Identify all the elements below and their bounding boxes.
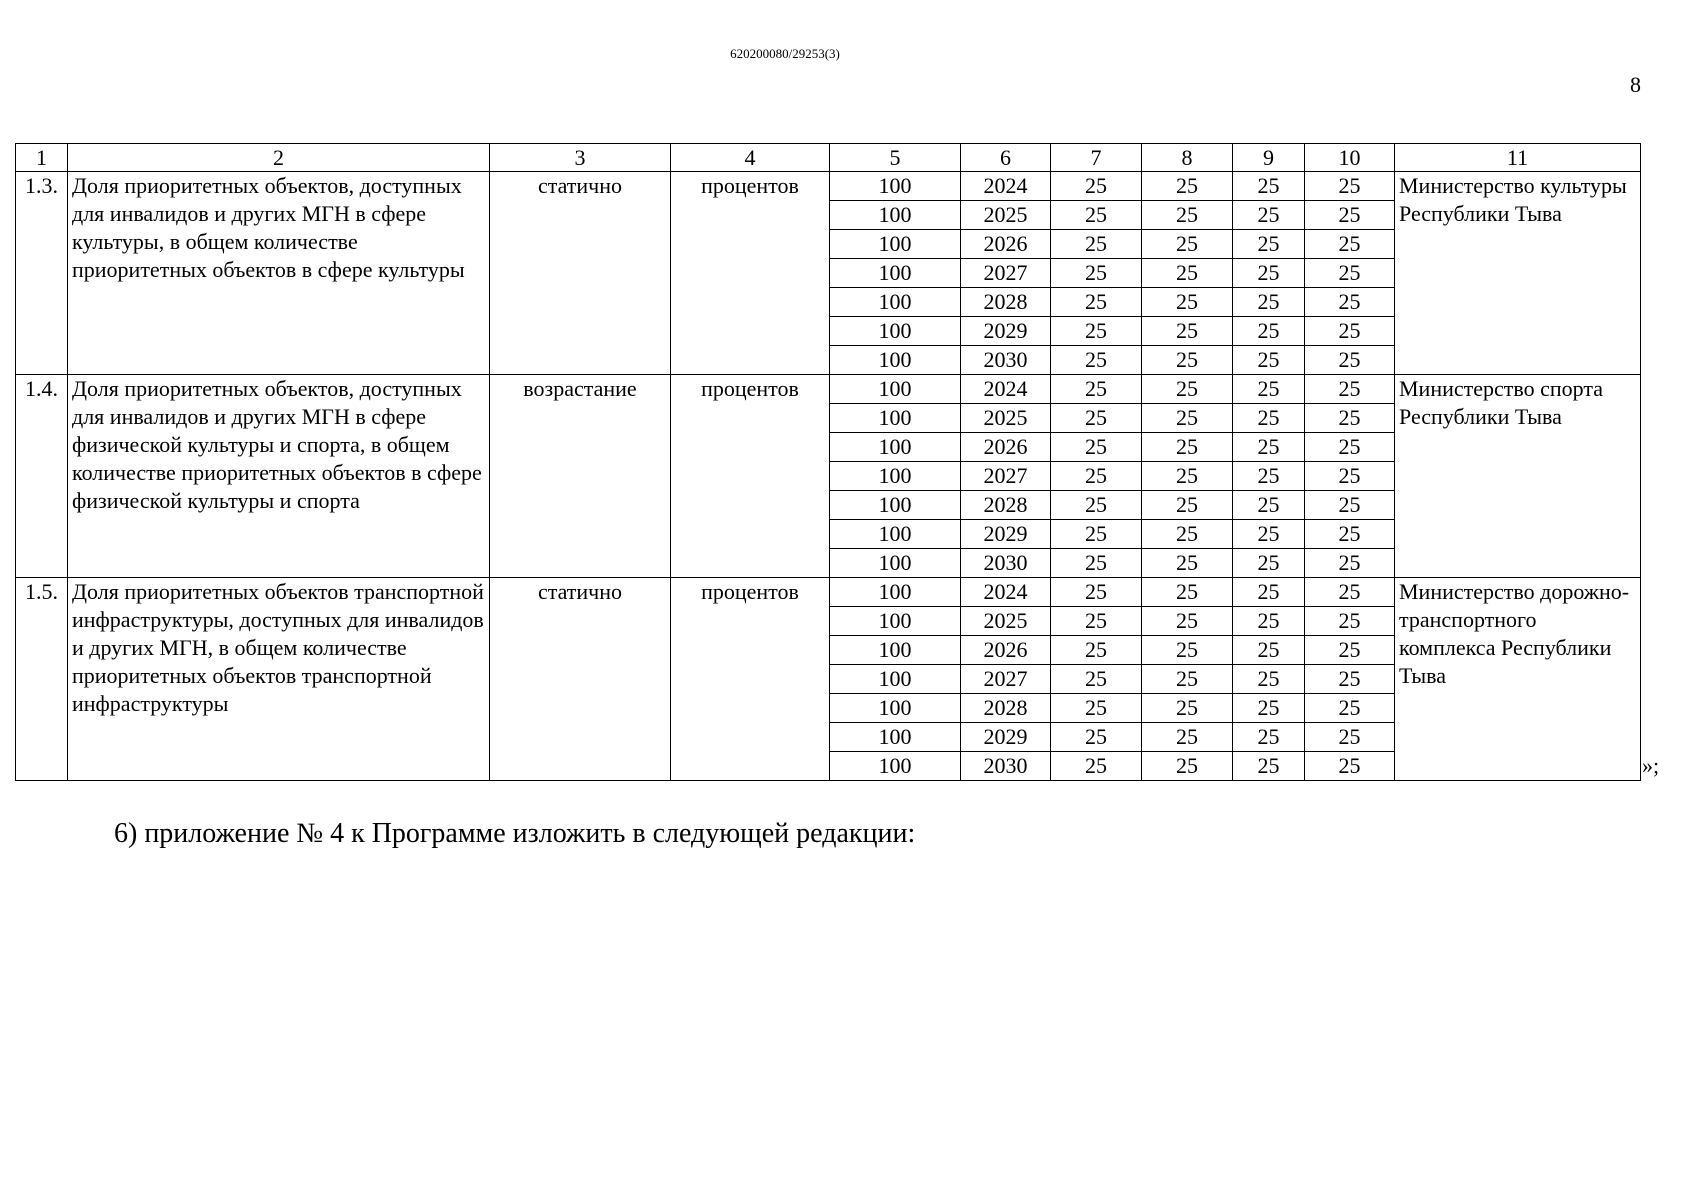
value-cell-col-9: 25 [1233,578,1305,607]
value-cell-col-10: 25 [1305,288,1395,317]
header-cell-6: 6 [961,144,1051,172]
value-cell-col-5: 100 [830,636,961,665]
value-cell-col-6: 2024 [961,375,1051,404]
value-cell-col-10: 25 [1305,172,1395,201]
value-cell-col-6: 2029 [961,317,1051,346]
value-cell-col-9: 25 [1233,375,1305,404]
value-cell-col-6: 2030 [961,549,1051,578]
table-row [16,578,1641,607]
value-cell-col-6: 2029 [961,520,1051,549]
value-cell-col-8: 25 [1142,462,1233,491]
value-cell-col-9: 25 [1233,636,1305,665]
value-cell-col-7: 25 [1051,288,1142,317]
value-cell-col-9: 25 [1233,723,1305,752]
value-cell-col-8: 25 [1142,317,1233,346]
value-cell-col-9: 25 [1233,259,1305,288]
value-cell-col-7: 25 [1051,462,1142,491]
header-cell-2: 2 [68,144,490,172]
value-cell-col-7: 25 [1051,694,1142,723]
value-cell-col-7: 25 [1051,578,1142,607]
header-cell-11: 11 [1395,144,1641,172]
value-cell-col-5: 100 [830,433,961,462]
header-cell-8: 8 [1142,144,1233,172]
value-cell-col-7: 25 [1051,636,1142,665]
indicator-number: 1.4. [16,375,68,578]
value-cell-col-8: 25 [1142,375,1233,404]
indicator-description: Доля приоритетных объектов, доступных для инвалидов и других МГН в сфере физической культуры и спорта, в общем количестве приоритетных объектов в сфере физической культуры и спорта [68,375,490,578]
value-cell-col-5: 100 [830,346,961,375]
value-cell-col-5: 100 [830,375,961,404]
value-cell-col-9: 25 [1233,665,1305,694]
value-cell-col-6: 2028 [961,491,1051,520]
indicators-table [15,143,1641,781]
value-cell-col-5: 100 [830,317,961,346]
header-cell-4: 4 [671,144,830,172]
header-cell-5: 5 [830,144,961,172]
value-cell-col-6: 2030 [961,752,1051,781]
indicator-number: 1.3. [16,172,68,375]
value-cell-col-6: 2029 [961,723,1051,752]
value-cell-col-8: 25 [1142,694,1233,723]
value-cell-col-8: 25 [1142,201,1233,230]
indicator-trend: возрастание [490,375,671,578]
value-cell-col-10: 25 [1305,259,1395,288]
amendment-paragraph: 6) приложение № 4 к Программе изложить в следующей редакции: [114,818,916,849]
value-cell-col-8: 25 [1142,346,1233,375]
value-cell-col-9: 25 [1233,694,1305,723]
value-cell-col-7: 25 [1051,259,1142,288]
indicator-unit: процентов [671,578,830,781]
header-cell-3: 3 [490,144,671,172]
value-cell-col-8: 25 [1142,578,1233,607]
value-cell-col-10: 25 [1305,636,1395,665]
value-cell-col-5: 100 [830,578,961,607]
value-cell-col-9: 25 [1233,404,1305,433]
value-cell-col-10: 25 [1305,230,1395,259]
indicator-description: Доля приоритетных объектов транспортной инфраструктуры, доступных для инвалидов и других МГН, в общем количестве приоритетных объектов транспортной инфраструктуры [68,578,490,781]
value-cell-col-10: 25 [1305,201,1395,230]
value-cell-col-7: 25 [1051,549,1142,578]
value-cell-col-10: 25 [1305,665,1395,694]
value-cell-col-9: 25 [1233,201,1305,230]
value-cell-col-6: 2030 [961,346,1051,375]
value-cell-col-6: 2026 [961,433,1051,462]
value-cell-col-10: 25 [1305,520,1395,549]
value-cell-col-7: 25 [1051,230,1142,259]
value-cell-col-7: 25 [1051,375,1142,404]
value-cell-col-8: 25 [1142,259,1233,288]
table-row [16,375,1641,404]
value-cell-col-9: 25 [1233,607,1305,636]
value-cell-col-6: 2025 [961,404,1051,433]
value-cell-col-7: 25 [1051,201,1142,230]
value-cell-col-5: 100 [830,723,961,752]
responsible-ministry: Министерство дорожно-транспортного комплекса Республики Тыва [1395,578,1641,781]
value-cell-col-9: 25 [1233,433,1305,462]
value-cell-col-6: 2026 [961,230,1051,259]
value-cell-col-5: 100 [830,752,961,781]
responsible-ministry: Министерство культуры Республики Тыва [1395,172,1641,375]
value-cell-col-7: 25 [1051,520,1142,549]
value-cell-col-8: 25 [1142,433,1233,462]
value-cell-col-8: 25 [1142,723,1233,752]
value-cell-col-10: 25 [1305,752,1395,781]
value-cell-col-8: 25 [1142,404,1233,433]
value-cell-col-8: 25 [1142,607,1233,636]
value-cell-col-9: 25 [1233,288,1305,317]
indicator-unit: процентов [671,172,830,375]
value-cell-col-7: 25 [1051,346,1142,375]
value-cell-col-6: 2025 [961,607,1051,636]
value-cell-col-9: 25 [1233,346,1305,375]
value-cell-col-6: 2028 [961,694,1051,723]
value-cell-col-6: 2027 [961,462,1051,491]
value-cell-col-10: 25 [1305,578,1395,607]
value-cell-col-9: 25 [1233,317,1305,346]
value-cell-col-9: 25 [1233,462,1305,491]
value-cell-col-5: 100 [830,491,961,520]
value-cell-col-6: 2026 [961,636,1051,665]
value-cell-col-6: 2027 [961,259,1051,288]
value-cell-col-7: 25 [1051,404,1142,433]
indicator-trend: статично [490,578,671,781]
value-cell-col-6: 2025 [961,201,1051,230]
responsible-ministry: Министерство спорта Республики Тыва [1395,375,1641,578]
value-cell-col-10: 25 [1305,404,1395,433]
value-cell-col-9: 25 [1233,491,1305,520]
document-id: 620200080/29253(3) [730,46,840,61]
value-cell-col-10: 25 [1305,346,1395,375]
value-cell-col-10: 25 [1305,317,1395,346]
value-cell-col-9: 25 [1233,752,1305,781]
indicator-unit: процентов [671,375,830,578]
value-cell-col-10: 25 [1305,491,1395,520]
value-cell-col-10: 25 [1305,375,1395,404]
value-cell-col-10: 25 [1305,607,1395,636]
value-cell-col-6: 2028 [961,288,1051,317]
indicator-trend: статично [490,172,671,375]
value-cell-col-6: 2024 [961,578,1051,607]
value-cell-col-7: 25 [1051,317,1142,346]
value-cell-col-5: 100 [830,259,961,288]
indicator-description: Доля приоритетных объектов, доступных для инвалидов и других МГН в сфере культуры, в общем количестве приоритетных объектов в сфере культуры [68,172,490,375]
value-cell-col-5: 100 [830,230,961,259]
value-cell-col-8: 25 [1142,172,1233,201]
value-cell-col-10: 25 [1305,549,1395,578]
value-cell-col-5: 100 [830,404,961,433]
value-cell-col-5: 100 [830,520,961,549]
table-header-row [16,144,1641,172]
value-cell-col-5: 100 [830,607,961,636]
value-cell-col-9: 25 [1233,172,1305,201]
value-cell-col-8: 25 [1142,549,1233,578]
value-cell-col-8: 25 [1142,520,1233,549]
value-cell-col-8: 25 [1142,665,1233,694]
value-cell-col-6: 2027 [961,665,1051,694]
page-number: 8 [1630,72,1641,97]
header-cell-1: 1 [16,144,68,172]
header-cell-9: 9 [1233,144,1305,172]
value-cell-col-5: 100 [830,665,961,694]
value-cell-col-8: 25 [1142,230,1233,259]
value-cell-col-9: 25 [1233,230,1305,259]
value-cell-col-5: 100 [830,549,961,578]
value-cell-col-8: 25 [1142,752,1233,781]
table-row [16,172,1641,201]
value-cell-col-7: 25 [1051,607,1142,636]
value-cell-col-7: 25 [1051,752,1142,781]
value-cell-col-5: 100 [830,172,961,201]
table-body [16,144,1641,781]
value-cell-col-10: 25 [1305,694,1395,723]
indicator-number: 1.5. [16,578,68,781]
value-cell-col-8: 25 [1142,491,1233,520]
value-cell-col-7: 25 [1051,172,1142,201]
value-cell-col-10: 25 [1305,462,1395,491]
value-cell-col-5: 100 [830,694,961,723]
value-cell-col-7: 25 [1051,665,1142,694]
value-cell-col-5: 100 [830,462,961,491]
value-cell-col-10: 25 [1305,433,1395,462]
value-cell-col-10: 25 [1305,723,1395,752]
value-cell-col-8: 25 [1142,288,1233,317]
value-cell-col-8: 25 [1142,636,1233,665]
value-cell-col-5: 100 [830,201,961,230]
value-cell-col-7: 25 [1051,433,1142,462]
value-cell-col-7: 25 [1051,491,1142,520]
header-cell-7: 7 [1051,144,1142,172]
value-cell-col-5: 100 [830,288,961,317]
header-cell-10: 10 [1305,144,1395,172]
value-cell-col-7: 25 [1051,723,1142,752]
closing-quote-mark: »; [1642,753,1660,778]
value-cell-col-9: 25 [1233,549,1305,578]
value-cell-col-9: 25 [1233,520,1305,549]
value-cell-col-6: 2024 [961,172,1051,201]
